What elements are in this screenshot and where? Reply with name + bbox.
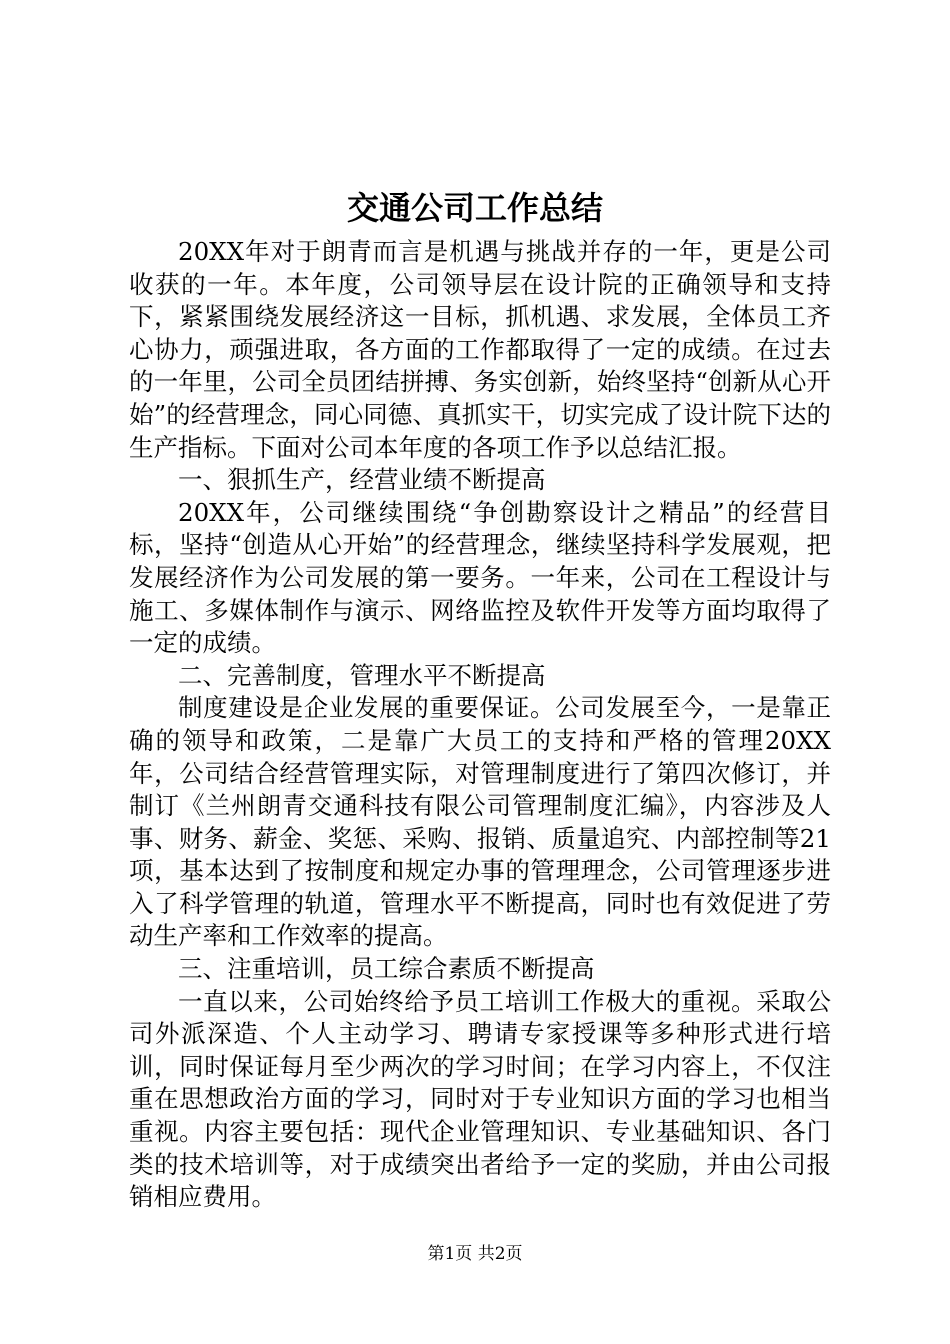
paragraph-section-2: 制度建设是企业发展的重要保证。公司发展至今，一是靠正确的领导和政策，二是靠广大员工的支持和严格的管理20XX年，公司结合经营管理实际，对管理制度进行了第四次修订，并制订《兰州朗青交通科技有限公司管理制度汇编》，内容涉及人事、财务、薪金、奖惩、采购、报销、质量追究、内部控制等21项，基本达到了按制度和规定办事的管理理念，公司管理逐步进入了科学管理的轨道，管理水平不断提高，同时也有效促进了劳动生产率和工作效率的提高。 [129, 693, 831, 951]
document-body [129, 236, 831, 1214]
paragraph-intro: 20XX年对于朗青而言是机遇与挑战并存的一年，更是公司收获的一年。本年度，公司领导层在设计院的正确领导和支持下，紧紧围绕发展经济这一目标，抓机遇、求发展，全体员工齐心协力，顽强进取，各方面的工作都取得了一定的成绩。在过去的一年里，公司全员团结拼搏、务实创新，始终坚持“创新从心开始”的经营理念，同心同德、真抓实干，切实完成了设计院下达的生产指标。下面对公司本年度的各项工作予以总结汇报。 [129, 237, 831, 462]
paragraph-section-3: 一直以来，公司始终给予员工培训工作极大的重视。采取公司外派深造、个人主动学习、聘请专家授课等多种形式进行培训，同时保证每月至少两次的学习时间；在学习内容上，不仅注重在思想政治方面的学习，同时对于专业知识方面的学习也相当重视。内容主要包括：现代企业管理知识、专业基础知识、各门类的技术培训等，对于成绩突出者给予一定的奖励，并由公司报销相应费用。 [129, 986, 831, 1212]
page-number-footer: 第1页 共2页 [427, 1244, 523, 1264]
document-title: 交通公司工作总结 [346, 189, 603, 227]
section-heading-2: 二、完善制度，管理水平不断提高 [178, 660, 546, 690]
section-heading-1: 一、狠抓生产，经营业绩不断提高 [178, 465, 546, 495]
section-heading-3: 三、注重培训，员工综合素质不断提高 [178, 954, 595, 984]
paragraph-section-1: 20XX年，公司继续围绕“争创勘察设计之精品”的经营目标，坚持“创造从心开始”的经营理念，继续坚持科学发展观，把发展经济作为公司发展的第一要务。一年来，公司在工程设计与施工、多媒体制作与演示、网络监控及软件开发等方面均取得了一定的成绩。 [129, 497, 831, 658]
